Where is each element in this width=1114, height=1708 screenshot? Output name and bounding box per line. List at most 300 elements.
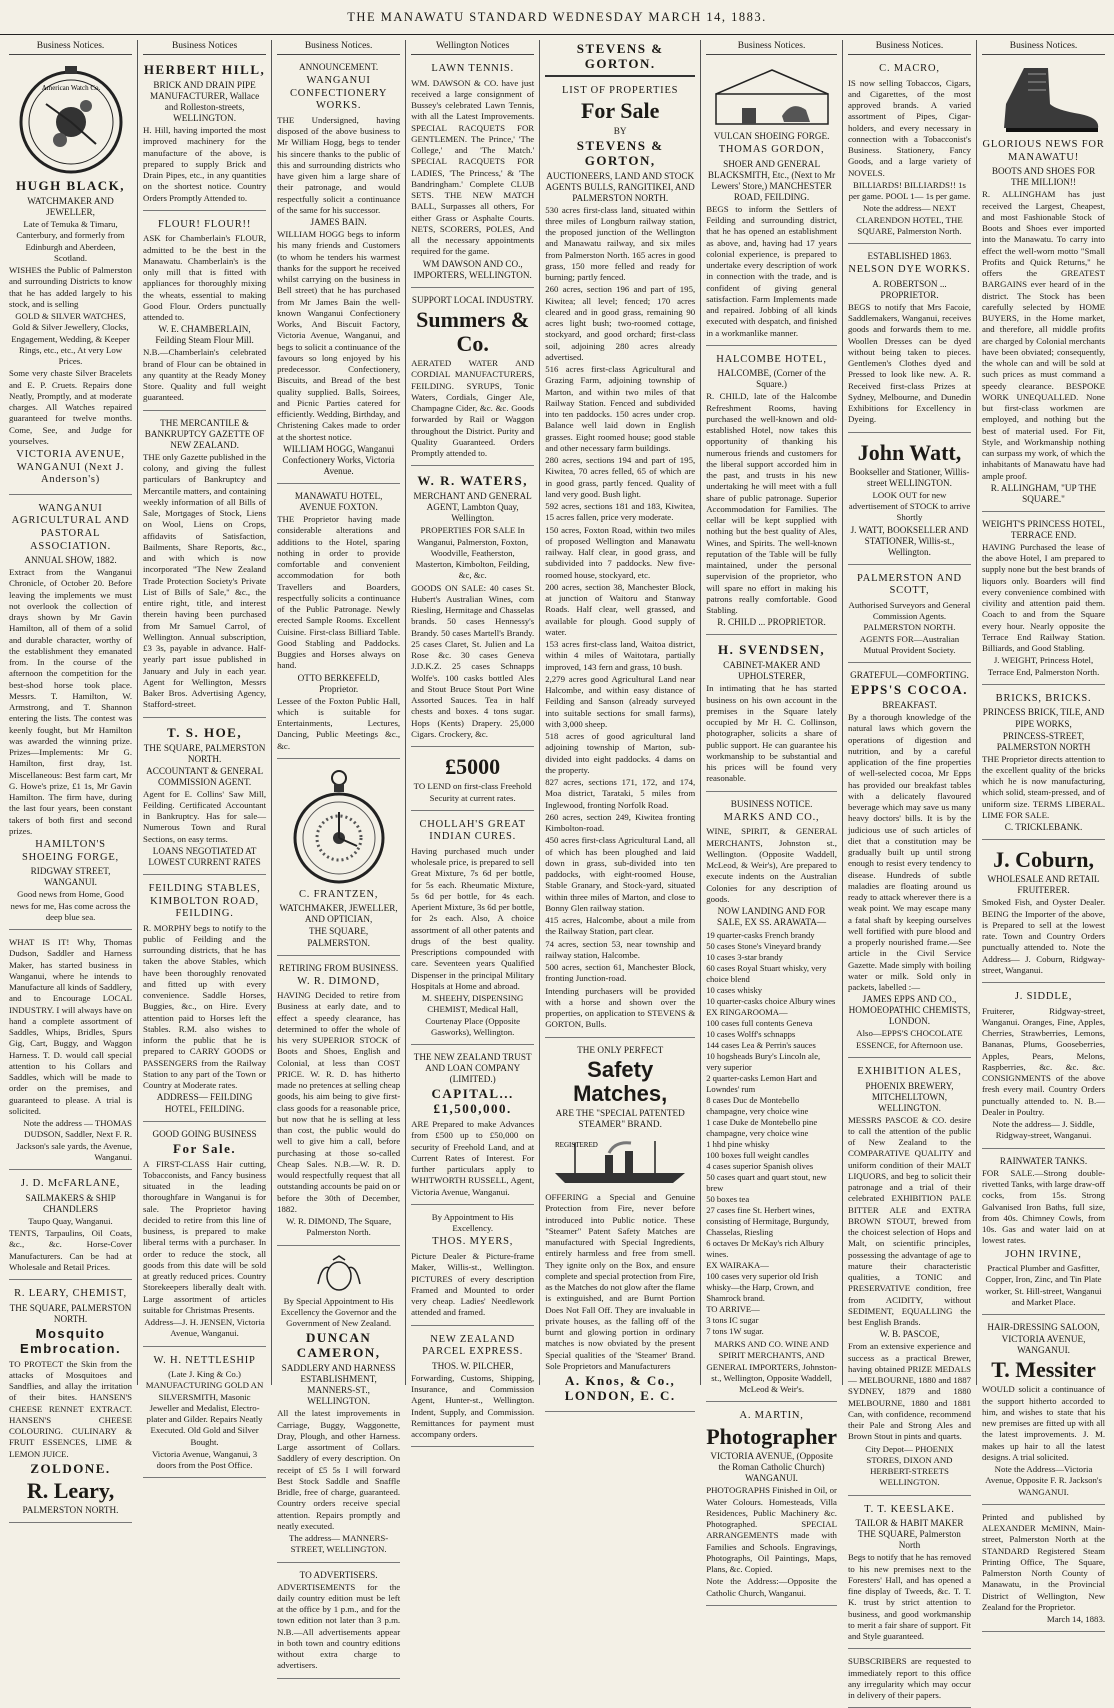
marks-goods-item: 10 quarter-casks choice Albury wines: [706, 996, 836, 1007]
loan-amount: £5000: [445, 754, 501, 780]
marks-goods-item: 4 cases superior Spanish olives: [706, 1161, 814, 1172]
epps-sub: BREAKFAST.: [882, 700, 937, 711]
epps-sign: JAMES EPPS AND CO., HOMOEOPATHIC CHEMISTS, LONDON.: [848, 994, 971, 1027]
property-item: 260 acres, section 196 and part of 195, Kiwitea; all level; fenced; 170 acres cleared and in good grass, remaining 90 acres light bush; two-roomed cottage, stockyard, and good orchard; first-class soil, adjoining 280 acres already advertised.: [545, 284, 696, 362]
property-item: 450 acres first-class Agricultural Land, all of which has been ploughed and laid down in grass, sub-divided into ten paddocks, with eight-roomed House, Stable Granary, and Stock-yard, situated within three miles of Marton, and close to Bonny Glen railway station.: [545, 835, 696, 913]
marks-goods-item: 50 cases Stone's Vineyard brandy: [706, 941, 822, 952]
marks-goods-item: TO ARRIVE—: [706, 1304, 760, 1315]
ad-myers: [411, 1208, 534, 1326]
black-name: HUGH BLACK,: [16, 178, 125, 193]
marks-goods-item: 10 cases Wolff's schnapps: [706, 1029, 796, 1040]
cameron-by: By Special Appointment to His Excellency the Governor and the Government of New Zealand.: [280, 1295, 397, 1329]
tanks-body: FOR SALE.—Strong double-rivetted Tanks, with large draw-off cocks, from 15s. Strong Galvanised Iron Baths, full size, from 40s. Chimney Cowls, from 10s. Gas and water laid on at lowest rates.: [982, 1167, 1106, 1246]
waters-goods: GOODS ON SALE: 40 cases St. Hubert's Australian Wines, com Riesling, Hermitage and Chasselas brands. 50 cases Hennessy's Brandy. 50 cases Martell's Brandy. 25 cases Claret, St. Julien and La Rose &c. 30 cases Geneva J.D.K.Z. 25 cases Schnapps Wolfe's. 100 casks bottled Ales and Stout Bruce Stout Port Wine Assorted Sauces. Tea in half chests and boxes. 4 tons sugar. Hops (Kents) Drapery. 25,000 Cigars. Crockery, &c.: [411, 582, 535, 739]
ad-gazette: [143, 414, 266, 718]
established: ESTABLISHED 1863.: [867, 251, 952, 262]
ad-nelson-dye: [848, 247, 971, 432]
matches-title: THE ONLY PERFECT: [577, 1044, 664, 1055]
watt-body: LOOK OUT for new advertisement of STOCK to arrive Shortly: [848, 489, 971, 523]
myers-name: THOS. MYERS,: [432, 1236, 514, 1248]
dudson-body: WHAT IS IT! Why, Thomas Dudson, Saddler and Harness Maker, has started business in Wanganui, where he intends to Manufacture all kinds of Saddlery, and to Encourage LOCAL INDUSTRY. I will always have on hand a complete assortment of Saddles, Whips, Bridles, Spurs Gig, Cart, Buggy, and Waggon Harness. T. D. would call special attention to his Collars and Saddles, which will be made to order on the premises, and guaranteed to please. A trial is solicited.: [9, 937, 133, 1116]
boots-sub: BOOTS AND SHOES FOR THE MILLION!!: [991, 166, 1096, 188]
hamilton-addr: RIDGWAY STREET, WANGANUI.: [30, 866, 111, 888]
epps-also: Also—EPPS'S CHOCOLATE ESSENCE, for Afternoon use.: [856, 1028, 963, 1050]
watch-label: American Watch Co.: [41, 84, 100, 92]
column-5: [540, 40, 701, 1404]
summers-title: Summers & Co.: [416, 306, 530, 356]
black-body: WISHES the Public of Palmerston and surrounding Districts to know that he has added largely to his stock, and is selling: [9, 265, 133, 309]
gazette-title: THE MERCANTILE & BANKRUPTCY GAZETTE OF NEW ZEALAND.: [144, 417, 265, 450]
mcfarlane-title: J. D. McFARLANE,: [20, 1178, 121, 1190]
svendsen-title: H. SVENDSEN,: [717, 642, 826, 658]
sale-title: GOOD GOING BUSINESS: [152, 1128, 257, 1139]
adv-title: TO ADVERTISERS.: [299, 1569, 378, 1580]
parcel-title: NEW ZEALAND PARCEL EXPRESS.: [422, 1333, 524, 1358]
leary-product: Mosquito Embrocation.: [19, 1325, 122, 1356]
keeslake-title: T. T. KEESLAKE.: [864, 1503, 955, 1515]
martin-addr: VICTORIA AVENUE, (Opposite the Roman Catholic Church) WANGANUI.: [710, 1451, 833, 1484]
irvine-trade: Practical Plumber and Gasfitter, Copper, Iron, Zinc, and Tin Plate worker, St. Hill-street, Wanganui and Market Place.: [985, 1263, 1102, 1307]
stables-sign: ADDRESS— FEILDING HOTEL, FEILDING.: [156, 1092, 253, 1114]
column-6: [701, 40, 843, 1598]
conf-title: WANGANUI CONFECTIONERY WORKS.: [289, 75, 388, 112]
marks-goods-item: 8 cases Duc de Montebello champagne, very choice wine: [706, 1095, 809, 1117]
ad-waters: [411, 469, 534, 747]
property-item: 530 acres first-class land, situated within three miles of Longburn railway station, the proposed junction of the Wellington and Manawatu railway, and six miles from Palmerston North. 165 acres in good grass, 150 more felled and ready for burning; partly fenced.: [545, 204, 696, 283]
loan-body: TO LEND on first-class Freehold Security at current rates.: [413, 781, 532, 803]
hill-trade: BRICK AND DRAIN PIPE MANUFACTURER, Wallace and Rolleston-streets, WELLINGTON.: [149, 79, 260, 124]
black-trade: WATCHMAKER AND JEWELLER,: [27, 195, 114, 217]
gazette-body: THE only Gazette published in the colony, and giving the fullest particulars of Bankruptcy and Mercantile matters, and containing weekly information of all Bills of Sale, Mortgages of Stock, Liens on Wool, Liens on Crops, affidavits of Satisfaction, Bailments, Share Reports, &c., and with which is now incorporated "The New Zealand Trade Protection Society's Private List of Bills of Sale," &c., the entire right, title, and interest therein having been purchased from Mr Samuel Carrol, of Wellington. Annual subscription, £3 3s, payable in advance. Half-yearly part issue published in January and July in each year. Agent for Wellington, Messrs Baker Bros. Advertising Agency, Stafford-street.: [143, 451, 267, 710]
parcel-body: Forwarding, Customs, Shipping, Insurance, and Commission Agent, Hunter-st., Wellington. Indent, Supply, and Commission. Remittances for payment must accompany orders.: [411, 1372, 535, 1439]
cures-title: CHOLLAH'S GREAT INDIAN CURES.: [419, 818, 526, 843]
ad-palmerston-scott: [848, 568, 971, 663]
sale-sign: Address—J. H. JENSEN, Victoria Avenue, Wanganui.: [144, 1317, 265, 1339]
ad-leary: [9, 1283, 132, 1523]
martin-title: A. MARTIN,: [739, 1410, 804, 1422]
matches-badge: REGISTERED: [555, 1141, 598, 1150]
billiards: BILLIARDS! BILLIARDS!! 1s per game. POOL 1— 1s per game.: [848, 179, 971, 202]
firm-trade: AUCTIONEERS, LAND AND STOCK AGENTS BULLS, RANGITIKEI, AND PALMERSTON NORTH.: [545, 170, 695, 203]
foxton-title: MANAWATU HOTEL, AVENUE FOXTON.: [294, 490, 383, 512]
halcombe-body: R. CHILD, late of the Halcombe Refreshment Rooms, having purchased the well-known and old-established Hotel, now takes this opportunity of thanking his numerous friends and customers for the liberal support accorded him in the past, and trusts in his new undertaking he will meet with a full share of public patronage. Superior Accommodation for Families. The cellar will be kept supplied with nothing but the best quality of Ales, Wines, and Spirits. The well-known reputation of the Table will be fully maintained, under the personal supervision of the proprietor, who will spare no effort in making his patrons really comfortable. Good Stabling.: [706, 391, 837, 616]
ad-cures: [411, 814, 534, 1045]
marks-goods-item: 144 cases Lea & Perrin's sauces: [706, 1040, 816, 1051]
matches-name: Safety Matches,: [573, 1056, 668, 1106]
boot-illustration: [984, 64, 1104, 136]
ales-title: EXHIBITION ALES,: [857, 1065, 962, 1077]
ad-tanks: [982, 1152, 1105, 1315]
property-item: 516 acres first-class Agricultural and Grazing Farm, adjoining township of Marton, and within two miles of that Railway Station. Fenced and subdivided into ten paddocks. 150 acres under crop. Balance well laid down in English grasses. Eight roomed house; good stable and other necessary farm buildings.: [545, 364, 696, 453]
hoe-addr: THE SQUARE, PALMERSTON NORTH.: [143, 742, 266, 764]
saloon-addr: VICTORIA AVENUE, WANGANUI.: [1001, 1334, 1086, 1356]
forge-name: THOMAS GORDON,: [718, 144, 825, 156]
cures-body: Having purchased much under wholesale price, is prepared to sell Great Mixture, 7s 6d per bottle, for 5s each. Rheumatic Mixture, 5s 6d per bottle, for 4s each. Aperient Mixture, 3s 6d per bottle, for 2s each. Also, A choice assortment of all other patents and drugs of the best quality. Prescriptions compounded with care. Seventeen years Qualified Dispenser in the principal Military Hospitals at Home and abroad.: [411, 845, 535, 991]
ad-manawatu-hotel: [277, 487, 400, 759]
hoe-loans: LOANS NEGOTIATED AT LOWEST CURRENT RATES: [148, 845, 261, 867]
martin-body: PHOTOGRAPHS Finished in Oil, or Water Colours. Homesteads, Villa Residences, Public Machinery &c. Photographed. SPECIAL ARRANGEMENTS made with Families and Schools. Engravings, Photographs, Oil Paintings, Maps, Plans, &c. Copied.: [706, 1485, 837, 1574]
flour-title: FLOUR! FLOUR!!: [157, 218, 252, 230]
masthead: [0, 0, 1114, 35]
coburn-title: J. Coburn,: [993, 847, 1094, 873]
ad-macro: [848, 58, 971, 244]
weight-title: WEIGHT'S PRINCESS HOTEL, TERRACE END.: [982, 518, 1105, 540]
marks-title: BUSINESS NOTICE.: [730, 798, 813, 809]
myers-by: By Appointment to His Excellency.: [431, 1211, 514, 1234]
halcombe-title: HALCOMBE HOTEL,: [716, 353, 827, 365]
ad-messiter: [982, 1318, 1105, 1505]
marks-landing: NOW LANDING AND FOR SALE, EX SS. ARAWATA—: [717, 906, 827, 928]
siddle-title: J. SIDDLE,: [1014, 991, 1073, 1003]
ad-stevens-gorton: [545, 80, 695, 1038]
column-head: Business Notices.: [706, 40, 837, 55]
column-head: Wellington Notices: [411, 40, 534, 55]
ad-feilding-stables: [143, 878, 266, 1122]
pocket-watch-illustration: [289, 768, 389, 886]
leary-body: TO PROTECT the Skin from the attacks of Mosquitoes and Sandflies, and allay the irritation of their bites. HANSEN'S CHEESE RENNET EXTRACT. HANSEN'S CHEESE COLOURING. CULINARY & FRUIT ESSENCES, LIME & LEMON JUICE.: [9, 1358, 133, 1459]
sale-body: A FIRST-CLASS Hair cutting, Tobacconists, and Fancy business situated in the leading thoroughfare in Wanganui is for sale. The Proprietor having decided to retire from this line of business, is prepared to make liberal terms with a purchaser. In order to reduce the stock, all goods from this date will be sold at greatly reduced prices. Country Storekeepers liberally dealt with. Large assortment of articles suitable for Christmas Presents.: [143, 1158, 267, 1315]
wang-show: ANNUAL SHOW, 1882.: [24, 555, 117, 566]
bricks-addr: PRINCESS-STREET, PALMERSTON NORTH: [996, 730, 1091, 752]
messiter-sign: Note the Address—Victoria Avenue, Opposite F. R. Jackson's WANGANUI.: [985, 1464, 1102, 1497]
mcfarlane-trade: SAILMAKERS & SHIP CHANDLERS: [25, 1192, 116, 1214]
conf-body: THE Undersigned, having disposed of the above business to Mr William Hogg, begs to tender his sincere thanks to the public of this and surrounding districts who have given him a large share of their patronage, and would respectfully solicit a continuance of the same for his successor.: [277, 114, 401, 215]
property-item: 200 acres, section 38, Manchester Block, at junction of Waitoru and Stanway Roads. Half clear, well grassed, and available for plough. Good supply of water.: [545, 581, 696, 637]
cameron-trade: SADDLERY AND HARNESS ESTABLISHMENT, MANNERS-ST., WELLINGTON.: [281, 1363, 396, 1407]
hoe-body: Agent for E. Collins' Saw Mill, Feilding. Certificated Accountant in Bankruptcy. Has for sale—Numerous Town and Rural Sections, on easy terms.: [143, 788, 267, 844]
ad-exhibition-ales: [848, 1061, 971, 1496]
watt-title: John Watt,: [857, 439, 962, 465]
matches-sub: ARE THE "SPECIAL PATENTED STEAMER" BRAND.: [555, 1108, 685, 1130]
hogg-body: WILLIAM HOGG begs to inform his many friends and Customers (to whom he tenders his warmest thanks for the support he received whilst carrying on the business in Bell street) that he has purchased from Mr James Bain the well-known Wanganui Confectionery Works, And Biscuit Factory, Victoria Avenue, Wanganui, and begs to solicit a continuance of the favours so long enjoyed by his predecessor. Confectionery, Biscuits, and Bread of the best quality supplied. Balls, Soirees, and Picnic Parties catered for efficiently. Wedding, Birthday, and Christening Cakes made to order at the shortest notice.: [277, 229, 401, 442]
marks-goods-item: 100 boxes full weight candles: [706, 1150, 809, 1161]
parcel-name: THOS. W. PILCHER,: [431, 1360, 514, 1371]
messiter-title: T. Messiter: [991, 1357, 1096, 1383]
cameron-body: All the latest improvements in Carriage, Buggy, Waggonette, Dray, Plough, and other Harness. Large assortment of Collars. Saddlery of every description. On receipt of £5 5s I will forward Best Stock Saddle and Snaffle Bridle, free of charge, guaranteed. Country orders receive special attention. Repairs promptly and neatly executed.: [277, 1408, 401, 1531]
property-item: 518 acres of good agricultural land adjoining township of Marton, sub-divided into eight paddocks. 4 dams on the property.: [545, 731, 696, 775]
matches-body: OFFERING a Special and Genuine Protection from Fire, never before introduced into Public notice. These "Steamer" Patent Safety Matches are manufactured with Special Ingredients, entirely harmless and free from smell. They ignite only on the Box, and ensure complete and special protection from Fire, as the Matches do not glow after the flame is extinguished, and are Burnt Portion Does Not Fall Off. They are invaluable in private houses, as the falling off of the burnt and glowing portion in ordinary matches is now obviated by the present Special qualities of the 'Steamer' Brand. Sole Proprietors and Manufacturers: [545, 1192, 696, 1371]
marks-goods-item: 50 boxes tea: [706, 1194, 750, 1205]
dimond-title: RETIRING FROM BUSINESS.: [279, 962, 399, 973]
marks-goods-item: 6 octaves Dr McKay's rich Albury wines.: [706, 1238, 824, 1260]
marks-goods-item: 27 cases fine St. Herbert wines, consisting of Hermitage, Burgundy, Chasselas, Riesling: [706, 1205, 829, 1238]
martin-trade: Photographer: [706, 1423, 837, 1449]
marks-goods-item: 60 cases Royal Stuart whisky, very choice blend: [706, 963, 827, 985]
hill-body: H. Hill, having imported the most improved machinery for the manufacture of the above, is prepared to supply Brick and Drain Pipes, etc., in any quantities on the shortest notice. Country Orders Promptly Attended to.: [143, 125, 267, 203]
marks-goods-item: 19 quarter-casks French brandy: [706, 930, 815, 941]
ad-herbert-hill: [143, 58, 266, 211]
property-item: 592 acres, sections 181 and 183, Kiwitea, 15 acres fallen, price very moderate.: [545, 501, 696, 523]
black-repairs: Some very chaste Silver Bracelets and E. P. Cruets. Repairs done Neatly, Promptly, and at moderate charges. All Watches repaired guaranteed for twelve months. Come, See, and Judge for yourselves.: [9, 368, 133, 446]
sale-head: For Sale.: [173, 1140, 237, 1156]
ad-trust-loan: [411, 1048, 534, 1205]
myers-body: Picture Dealer & Picture-frame Maker, Willis-st., Wellington. PICTURES of every description Framed and Mounted to order very cheap. Ladies' Needlework attended and framed.: [411, 1251, 535, 1318]
boots-sign: R. ALLINGHAM, "UP THE SQUARE.": [990, 482, 1097, 504]
marks-name: MARKS AND CO.,: [723, 811, 820, 823]
ad-hoe: [143, 721, 266, 875]
marks-goods-item: 1 case Duke de Montebello pine champagne, very choice wine: [706, 1117, 818, 1139]
ad-halcombe-hotel: [706, 349, 837, 636]
palmerston-body: Authorised Surveyors and General Commission Agents. PALMERSTON NORTH. AGENTS FOR—Australian Mutual Provident Society.: [848, 599, 971, 655]
halcombe-sub: HALCOMBE, (Corner of the Square.): [717, 368, 826, 390]
hoe-title: T. S. HOE,: [167, 724, 243, 740]
dye-name: A. ROBERTSON ... PROPRIETOR.: [872, 278, 947, 300]
column-head: Business Notices.: [982, 40, 1105, 55]
black-address: VICTORIA AVENUE, WANGANUI (Next J. Anderson's): [16, 449, 125, 486]
dimond-sign: W. R. DIMOND, The Square, Palmerston North.: [286, 1216, 392, 1238]
dye-title: NELSON DYE WORKS.: [848, 264, 971, 276]
siddle-sign: Note the address— J. Siddle, Ridgway-street, Wanganui.: [992, 1119, 1095, 1141]
ad-coburn: [982, 843, 1105, 983]
masthead-title: THE MANAWATU STANDARD WEDNESDAY MARCH 14, 1883.: [347, 10, 767, 24]
dimond-name: W. R. DIMOND,: [297, 975, 380, 987]
ad-mcfarlane: [9, 1173, 132, 1280]
ales-agents: City Depot— PHOENIX STORES, DIXON AND HERBERT-STREETS WELLINGTON.: [865, 1443, 954, 1488]
palmerston-scott: PALMERSTON AND SCOTT,: [857, 572, 962, 597]
mcfarlane-addr: Taupo Quay, Wanganui.: [28, 1215, 113, 1226]
frantzen-addr: THE SQUARE, PALMERSTON.: [307, 926, 370, 948]
property-item: 415 acres, Halcombe, about a mile from the Railway Station, part clear.: [545, 915, 696, 937]
column-1: [4, 40, 138, 1515]
bricks-sub: PRINCESS BRICK, TILE, AND PIPE WORKS,: [982, 707, 1105, 729]
hogg-sign: WILLIAM HOGG, Wanganui Confectionery Works, Victoria Avenue.: [282, 443, 395, 476]
bricks-title: BRICKS, BRICKS.: [995, 692, 1092, 704]
marks-trade: WINE, SPIRIT, & GENERAL MERCHANTS, Johnston st., Wellington. (Opposite Waddell, McLeod, & Weir's), Are prepared to execute indents on the Australian Colonies for any description of goods.: [706, 826, 837, 904]
mcfarlane-body: TENTS, Tarpaulins, Oil Coats, &c., &c. Horse-Cover Manufacturers. Can be had at Wholesale and Retail Prices.: [9, 1228, 133, 1272]
column-3: [272, 40, 406, 1671]
ad-marks: [706, 795, 837, 1403]
column-head: Business Notices.: [848, 40, 971, 55]
column-8: [977, 40, 1110, 1625]
by: BY: [613, 125, 627, 136]
matches-sign: A. Knos, & Co., LONDON, E. C.: [564, 1373, 676, 1404]
bricks-body: THE Proprietor directs attention to the excellent quality of the bricks which he is now manufacturing, which solid, steam-pressed, and of uniform size. TERMS LIBERAL. LIME FOR SALE.: [982, 753, 1106, 820]
ad-dudson: [9, 933, 132, 1170]
black-from: Late of Temuka & Timaru, Canterbury, and formerly from Edinburgh and Aberdeen, Scotland.: [16, 219, 125, 263]
ad-bricks: [982, 688, 1105, 840]
cameron-addr: The address— MANNERS-STREET, WELLINGTON.: [289, 1533, 389, 1555]
blacksmith-forge-illustration: [712, 64, 832, 128]
boots-body: R. ALLINGHAM has just received the Largest, Cheapest, and most Fashionable Stock of Boots and Shoes ever imported into the Manawatu. To carry into effect the well-worn motto "Small Profits and Quick Returns," he offers the GREATEST BARGAINS ever heard of in the district. The Stock has been carefully selected by HOME BUYERS, in the Home market, and therefore, all middle profits are charged by Colonial merchants have been obviated; consequently, the whole can and will be sold at such prices as must command a speedy clearance. BESPOKE WORK UNEQUALLED. None but first-class workmen are employed, and nothing but the best of material used. For Fit, Style, and Workmanship nothing can surpass my work, of which the inhabitants of Manawatu have had ample proof.: [982, 189, 1106, 481]
leary-sign-addr: PALMERSTON NORTH.: [22, 1505, 119, 1515]
tennis-sign: WM DAWSON AND CO., IMPORTERS, WELLINGTON.: [413, 258, 532, 280]
watt-sign: J. WATT, BOOKSELLER AND STATIONER, Willis-st., Wellington.: [850, 524, 969, 557]
marks-goods-item: 100 cases full contents Geneva: [706, 1018, 813, 1029]
column-4: [406, 40, 540, 1439]
marks-goods-item: EX RINGAROOMA—: [706, 1007, 788, 1018]
marks-goods-list: [706, 930, 837, 1337]
frantzen-trade: WATCHMAKER, JEWELLER, AND OPTICIAN,: [279, 903, 398, 925]
irvine-title: JOHN IRVINE,: [1005, 1248, 1082, 1260]
support-local: SUPPORT LOCAL INDUSTRY.: [411, 294, 534, 305]
column-7: [843, 40, 977, 1701]
ad-dimond: [277, 959, 400, 1246]
ad-vulcan-forge: [706, 58, 837, 346]
forge-trade: SHOER AND GENERAL BLACKSMITH, Etc., (Next to Mr Lewers' Store,) MANCHESTER ROAD, FEILDING.: [707, 158, 836, 202]
subs-body: SUBSCRIBERS are requested to immediately report to this office any irregularity which may occur in delivery of their papers.: [847, 1656, 971, 1701]
messiter-body: WOULD solicit a continuance of the support hitherto accorded to him, and wishes to state that his new premises are fitted up with all the latest improvements. J. M. makes up hair to all the latest designs. A trial solicited.: [982, 1384, 1106, 1462]
marks-goods-item: 10 cases whisky: [706, 985, 763, 996]
marks-sign: MARKS AND CO. WINE AND SPIRIT MERCHANTS, AND GENERAL IMPORTERS, Johnston-st., Wellington, Opposite Waddell, McLeod & Weir's.: [706, 1339, 837, 1395]
hoe-trade: ACCOUNTANT & GENERAL COMMISSION AGENT.: [146, 765, 264, 787]
ad-subscribers: [848, 1652, 971, 1708]
marks-goods-item: 50 cases quart and quart stout, new brew: [706, 1172, 827, 1194]
marks-goods-item: 7 tons 1W sugar.: [706, 1326, 764, 1337]
steamer-ship-icon: [545, 1133, 695, 1189]
martin-note: Note the Address:—Opposite the Catholic Church, Wanganui.: [706, 1576, 837, 1598]
boots-title: GLORIOUS NEWS FOR MANAWATU!: [982, 139, 1105, 163]
waters-title: W. R. WATERS,: [417, 473, 528, 489]
property-item: 280 acres, sections 194 and part of 195, Kiwitea, 70 acres felled, 65 of which are in good grass, partly fenced. Quality of land very good. Bush light.: [545, 455, 696, 499]
property-item: 2,279 acres good Agricultural Land near Halcombe, and within easy distance of Feilding and Sanson (already surveyed into suitable sections for small farms), with 3,000 sheep.: [545, 673, 696, 729]
ad-keeslake: [848, 1499, 971, 1650]
coburn-trade: WHOLESALE AND RETAIL FRUITERER.: [987, 874, 1100, 896]
ad-flour: [143, 214, 266, 411]
marks-goods-item: 3 tons IC sugar: [706, 1315, 759, 1326]
epps-title: EPPS'S COCOA.: [850, 682, 968, 698]
column-head: Business Notices.: [9, 40, 132, 55]
royal-arms-icon: [312, 1254, 366, 1294]
trust-capital: CAPITAL...£1,500,000.: [431, 1086, 514, 1117]
hamilton-note: Good news from Home, Good news for me, Has come across the deep blue sea.: [10, 889, 131, 922]
marks-goods-item: 10 hogsheads Bury's Lincoln ale, very superior: [706, 1051, 821, 1073]
macro-note: Note the address— NEXT CLARENDON HOTEL, THE SQUARE, Palmerston North.: [856, 203, 963, 236]
property-item: 827 acres, sections 171, 172, and 174, Moa district, Tarataki, 5 miles from Inglewood, fronting Norfolk Road.: [545, 777, 696, 810]
cures-sign: M. SHEEHY, DISPENSING CHEMIST, Medical Hall, Courtenay Place (Opposite Gasworks), Wellington.: [421, 993, 524, 1037]
conf-sign: JAMES BAIN.: [310, 217, 367, 228]
announce: ANNOUNCEMENT.: [299, 62, 379, 72]
property-item: 150 acres, Foxton Road, within two miles of proposed Wellington and Manawatu railway. Half clear, in good grass, and subdivided into 7 paddocks. New five-roomed house, stockyard, etc.: [545, 524, 696, 580]
weight-sign: J. WEIGHT, Princess Hotel, Terrace End, Palmerston North.: [987, 655, 1100, 677]
siddle-body: Fruiterer, Ridgway-street, Wanganui. Oranges, Fine, Apples, Cherries, Strawberries, Lemons, Bananas, Plums, Gooseberries, Apples, Pears, Melons, Raspberries, &c. &c. &c. CONSIGNMENTS of the above fresh every mail. Country Orders punctually attended to. N. B.—Dealer in Poultry.: [982, 1005, 1106, 1117]
ales-sub: PHOENIX BREWERY, MITCHELLTOWN, WELLINGTON.: [865, 1080, 954, 1113]
ad-svendsen: [706, 638, 837, 791]
adv-body: ADVERTISEMENTS for the daily country edition must be left at the office by 1 p.m., and for the town edition not later than 3 p.m. N.B.—All advertisements appear in both town and country editions without extra charge to advertisers.: [277, 1581, 401, 1671]
stables-title: FEILDING STABLES, KIMBOLTON ROAD, FEILDING.: [148, 882, 261, 920]
nettleship-title: W. H. NETTLESHIP: [153, 1354, 256, 1366]
marks-goods-item: 10 cases 3-star brandy: [706, 952, 783, 963]
summers-body: AERATED WATER AND CORDIAL MANUFACTURERS, FEILDING. SYRUPS, Tonic Waters, Cordials, Ginger Ale, Champagne Cider, &c. &c. Goods forwarded by Rail or Waggon throughout the District. Purity and Quality Guaranteed. Orders Promptly attended to.: [411, 358, 535, 459]
keeslake-trade: TAILOR & HABIT MAKER THE SQUARE, Palmerston North: [855, 1518, 964, 1551]
leary-sign: R. Leary,: [26, 1477, 115, 1503]
saloon-title: HAIR-DRESSING SALOON,: [987, 1322, 1100, 1333]
ales-body: MESSRS PASCOE & CO. desire to call the attention of the public of New Zealand to the COMPARATIVE QUALITY and uniform condition of their MALT LIQUORS, and beg to solicit their patronage and a trial of their celebrated EXHIBITION PALE BITTER ALE and EXTRA BROWN STOUT, brewed from the choicest selection of Hops and Malt, on scientific principles, possessing the advantage of age to mature their characteristic qualities, a TONIC and PRESERVATIVE condition, free from ACIDITY, without SEDIMENT, EQUALLING the best English Brands.: [847, 1114, 971, 1328]
nettleship-addr: Victoria Avenue, Wanganui, 3 doors from the Post Office.: [151, 1448, 258, 1471]
flour-sign: W. E. CHAMBERLAIN, Feilding Steam Flour Mill.: [155, 324, 254, 346]
stevens-brand: STEVENS & GORTON.: [576, 41, 664, 71]
property-item: 153 acres first-class land, Waitoa district, within 4 miles of Waitotara, partially improved, 143 fern and grass, 10 bush.: [545, 639, 696, 672]
ad-business-sale: [143, 1125, 266, 1347]
foxton-note: Lessee of the Foxton Public Hall, which is suitable for Entertainments, Lectures, Dancing, Public Meetings &c., &c.: [277, 695, 401, 751]
ad-duncan-cameron: [277, 1249, 400, 1563]
cameron-title: DUNCAN CAMERON,: [296, 1330, 381, 1361]
weight-body: HAVING Purchased the lease of the above Hotel, I am prepared to supply none but the best brands of liquors only. Boarders will find every convenience combined with civility and attention paid them. Coach to and from the Square every hour. Nearly opposite the Terrace End Railway Station. Billiards, and Good Stabling.: [982, 541, 1106, 654]
column-head: Business Notices: [143, 40, 266, 55]
macro-name: C. MACRO,: [879, 63, 940, 74]
epps-body: By a thorough knowledge of the natural laws which govern the operations of digestion and nutrition, and by a careful application of the fine properties of well-selected cocoa, Mr Epps has provided our breakfast tables with a delicately flavoured beverage which may save us many heavy doctors' bills. It is by the judicious use of such articles of diet that a constitution may be gradually built up until strong enough to resist every tendency to disease. Hundreds of subtle maladies are floating around us ready to attack wherever there is a weak point. We may escape many a fatal shaft by keeping ourselves well fortified with pure blood and a properly nourished frame.—See article in the Civil Service Gazette. Made simply with boiling water or milk. Sold only in packets, labelled :—: [847, 712, 971, 993]
waters-trade: MERCHANT AND GENERAL AGENT, Lambton Quay, Wellington.: [413, 491, 532, 524]
flour-note: N.B.—Chamberlain's celebrated brand of Flour can be obtained in any quantity at the Ready Money Store. Quality and full weight guaranteed.: [143, 347, 267, 403]
halcombe-sign: R. CHILD ... PROPRIETOR.: [717, 617, 826, 628]
ad-summers: [411, 291, 534, 467]
foxton-body: THE Proprietor having made considerable alterations and additions to the Hotel, sparing nothing in order to provide comfortable and convenient accommodation for both Travellers and Boarders, respectfully solicits a continuance of the Public Patronage. Newly erected Sample Rooms. Excellent Cuisine. First-class Billiard Table. Good Stabling and Paddocks. Buggies and Horses always on hand.: [277, 514, 401, 671]
list-title: LIST OF PROPERTIES: [562, 84, 679, 96]
firm: STEVENS & GORTON,: [576, 137, 664, 168]
ad-lawn-tennis: [411, 58, 534, 288]
bricks-sign: C. TRICKLEBANK.: [1004, 822, 1083, 833]
ad-loan: [411, 750, 534, 811]
macro-body: IS now selling Tobaccos, Cigars, and Cigarettes, of the most approved brands. A varied assortment of Pipes, Cigar-holders, and every necessary in connection with a Tobacconist's Business. Stationery, Fancy Goods, and a large variety of NOVELS.: [847, 77, 971, 178]
column-head: Business Notices.: [277, 40, 400, 55]
ad-to-advertisers: [277, 1566, 400, 1679]
imprint-body: Printed and published by ALEXANDER McMINN, Main-street, Palmerston North at the STANDARD Registered Steam Printing Office, The Square, Palmerston North County of Manawatu, in the Provincial District of Wellington, New Zealand for the Proprietor.: [982, 1511, 1106, 1612]
ad-princess-hotel: [982, 515, 1105, 685]
column-2: [138, 40, 272, 1471]
props-note: Intending purchasers will be provided with a horse and shown over the properties, on application to STEVENS & GORTON, Bulls.: [545, 985, 696, 1030]
flour-body: ASK for Chamberlain's FLOUR, admitted to be the best in the Manawatu. Chamberlain's is the only mill that is fitted with appliances for thoroughly mixing the wheats, essential to making Good Flour. Orders punctually attended to.: [143, 233, 267, 323]
stables-body: R. MORPHY begs to notify to the public of Feilding and the surrounding districts, that he has taken the above Stables, which have been thoroughly renovated and fitted up with every convenience. Saddle Horses, Buggies, &c., on Hire. Every attention paid to Horses left the Stables. R.M. also wishes to inform the public that he is prepared to CARRY GOODS or PASSENGERS from the Railway Station to any part of the Town or Country at Moderate rates.: [143, 922, 267, 1091]
ad-allingham-boots: [982, 58, 1105, 512]
black-goods: GOLD & SILVER WATCHES, Gold & Silver Jewellery, Clocks, Engagement, Wedding, & Keeper Rings, etc., etc., At very Low Prices.: [11, 311, 130, 366]
svendsen-body: In intimating that he has started business on his own account in the premises in the Square lately occupied by Mr H. C. Collinson, photographer, solicits a share of public support. He can guarantee his workmanship to be substantial and his prices will be found very reasonable.: [706, 683, 837, 784]
marks-goods-item: EX WAIRAKA—: [706, 1260, 769, 1271]
hamilton-title: HAMILTON'S SHOEING FORGE,: [22, 839, 119, 863]
ales-body2: From an extensive experience and success as a practical Brewer, having obtained PRIZE MEDALS— MELBOURNE, 1880 and 1887 SYDNEY, 1879 and 1880 MELBOURNE, 1880 and 1881 Can, with confidence, recommend their Pale and Strong Ales and Brown Stout in pints and quarts.: [847, 1341, 971, 1442]
epps-head: GRATEFUL—COMFORTING.: [850, 670, 969, 681]
leary-addr: THE SQUARE, PALMERSTON NORTH.: [9, 1302, 132, 1324]
trust-body: ARE Prepared to make Advances from £500 up to £50,000 on security of Freehold Land, and at Current Rates of Interest. For further particulars apply to WHITWORTH RUSSELL, Agent, Victoria Avenue, Wanganui.: [411, 1119, 535, 1197]
marks-goods-item: 1 hhd pine whisky: [706, 1139, 770, 1150]
nettleship-body: (Late J. King & Co.) MANUFACTURING GOLD AN SILVERSMITH, Masonic Jeweller and Medalist, Electro-plater and Gilder. Repairs Neatly Executed. Old Gold and Silver Bought.: [145, 1369, 264, 1447]
foxton-sign: OTTO BERKEFELD, Proprietor.: [297, 672, 380, 694]
marks-goods-item: 2 quarter-casks Lemon Hart and Lowndes' rum: [706, 1073, 817, 1095]
ad-frantzen: [277, 762, 400, 956]
ad-nettleship: [143, 1350, 266, 1479]
leary-zoldone: ZOLDONE.: [30, 1460, 111, 1476]
tanks-title: RAINWATER TANKS.: [999, 1155, 1088, 1166]
property-item: 500 acres, section 61, Manchester Block, fronting Junction-road.: [545, 962, 696, 984]
tennis-title: LAWN TENNIS.: [431, 63, 514, 74]
dimond-body: HAVING Decided to retire from Business at early date, and to effect a speedy clearance, has determined to offer the whole of his very SUPERIOR STOCK of Boots and Shoes, English and Colonial, at less than COST PRICE. W. R. D. has hitherto made no pretences at selling cheap goods, his aim being to give first-class goods for a reasonable price, but now that he is selling at less than cost, the public would do well to give him a call, before purchasing at those so-called Cheap Sales. N.B.—W. R. D. would respectfully request that all outstanding accounts be paid on or before the 30th of December, 1882.: [277, 990, 401, 1214]
marks-goods-item: 100 cases very superior old Irish whisky—the Harp, Crown, and Shamrock brand.: [706, 1271, 819, 1304]
ad-confectionery: [277, 58, 400, 484]
ad-parcel-express: [411, 1329, 534, 1448]
dye-body: BEGS to notify that Mrs Facoie, Saddlemakers, Wanganui, receives goods and forwards them to me. Woollen Dresses can be dyed without being taken to pieces. Gentlemen's Clothes dyed and Pressed to look like new. A. R. Received first-class Prizes at Sydney, Melbourne, and Dunedin Exhibitions for Excellency in Dyeing.: [847, 301, 971, 425]
keeslake-body: Begs to notify that he has removed to his new premises next to the Foresters' Hall, and has opened a fine display of Tweeds, &c. T. T. K. trust by strict attention to business, and good workmanship to merit a fair share of support. Fit and Style guaranteed.: [847, 1552, 971, 1642]
leary-title: R. LEARY, CHEMIST,: [14, 1288, 127, 1300]
newspaper-page: [4, 40, 1110, 1701]
trust-title: THE NEW ZEALAND TRUST AND LOAN COMPANY (LIMITED.): [413, 1052, 532, 1085]
wang-title: WANGANUI AGRICULTURAL AND PASTORAL ASSOCIATION.: [11, 502, 130, 552]
wang-body: Extract from the Wanganui Chronicle, of October 20. Before leaving the implements we must not overlook the collection of drays shown by Mr Gavin Hamilton, all of them of a solid and durable character, worthy of the establishment they emanated from. In the course of the afternoon the competition for the best-shod horse took place. Messrs. T. Hamilton, W. Armstrong, and T. Shannon entering the lists. The contest was keenly fought, but Mr Hamilton was awarded the winning prize. Prizes—Implements: Mr G. Hamilton, first dray, 1st. Miscellaneous: Best farm cart, Mr G. Howe's prize, £1 1s, Mr Gavin Hamilton. The firm have, during the last four years, been constant takers of both first and second prizes.: [9, 567, 133, 836]
ales-sign: W. B. PASCOE,: [879, 1329, 940, 1340]
forge-body: BEGS to inform the Settlers of Feilding and surrounding district, that he has opened an establishment as above, and, having had 17 years colonial experience, is prepared to undertake every description of work in connection with the trade, and is confident of giving general satisfaction. Farm Implements made and repaired. Jobbing of all kinds executed with despatch, and finished in a workmanlike manner.: [706, 203, 837, 338]
ad-hugh-black: [9, 58, 132, 495]
ad-epps-cocoa: [848, 666, 971, 1058]
watch-illustration: [16, 64, 126, 176]
property-item: 74 acres, section 53, near township and railway station, Halcombe.: [545, 938, 696, 960]
coburn-body: Smoked Fish, and Oyster Dealer. BEING the Importer of the above, is Prepared to sell at the lowest rate. Town and Country Orders punctually attended to. Note the Address— J. Coburn, Ridgway-street, Wanganui.: [982, 897, 1106, 975]
dudson-sign: Note the address — THOMAS DUDSON, Saddler, Next F. R. Jackson's sale yards, the Avenue, Wanganui.: [16, 1118, 133, 1162]
svendsen-trade: CABINET-MAKER AND UPHOLSTERER,: [723, 660, 821, 682]
ad-siddle: [982, 986, 1105, 1149]
frantzen-name: C. FRANTZEN,: [298, 888, 379, 900]
waters-props: PROPERTIES FOR SALE In Wanganui, Palmerston, Foxton, Woodville, Featherston, Masterton, Kimbolton, Feilding, &c, &c.: [415, 525, 530, 581]
ad-safety-matches: [545, 1041, 695, 1412]
property-list: [545, 205, 695, 985]
tennis-body: WM. DAWSON & CO. have just received a large consignment of Bussey's celebrated Lawn Tennis, with all the Latest Improvements. SPECIAL RACQUETS FOR GENTLEMEN. The Prince,' 'The College,' and 'The Match.' SPECIAL RACQUETS FOR LADIES, 'The Princess,' & 'The Bandringham.' Complete CLUB SETS. THE NEW MATCH BALL, Surpasses all others, For either Grass or Asphalte Courts. NETS, SCORERS, POLES, And all the necessary appointments required for the game.: [411, 77, 535, 257]
property-item: 260 acres, section 249, Kiwitea fronting Kimbolton-road.: [545, 811, 696, 834]
